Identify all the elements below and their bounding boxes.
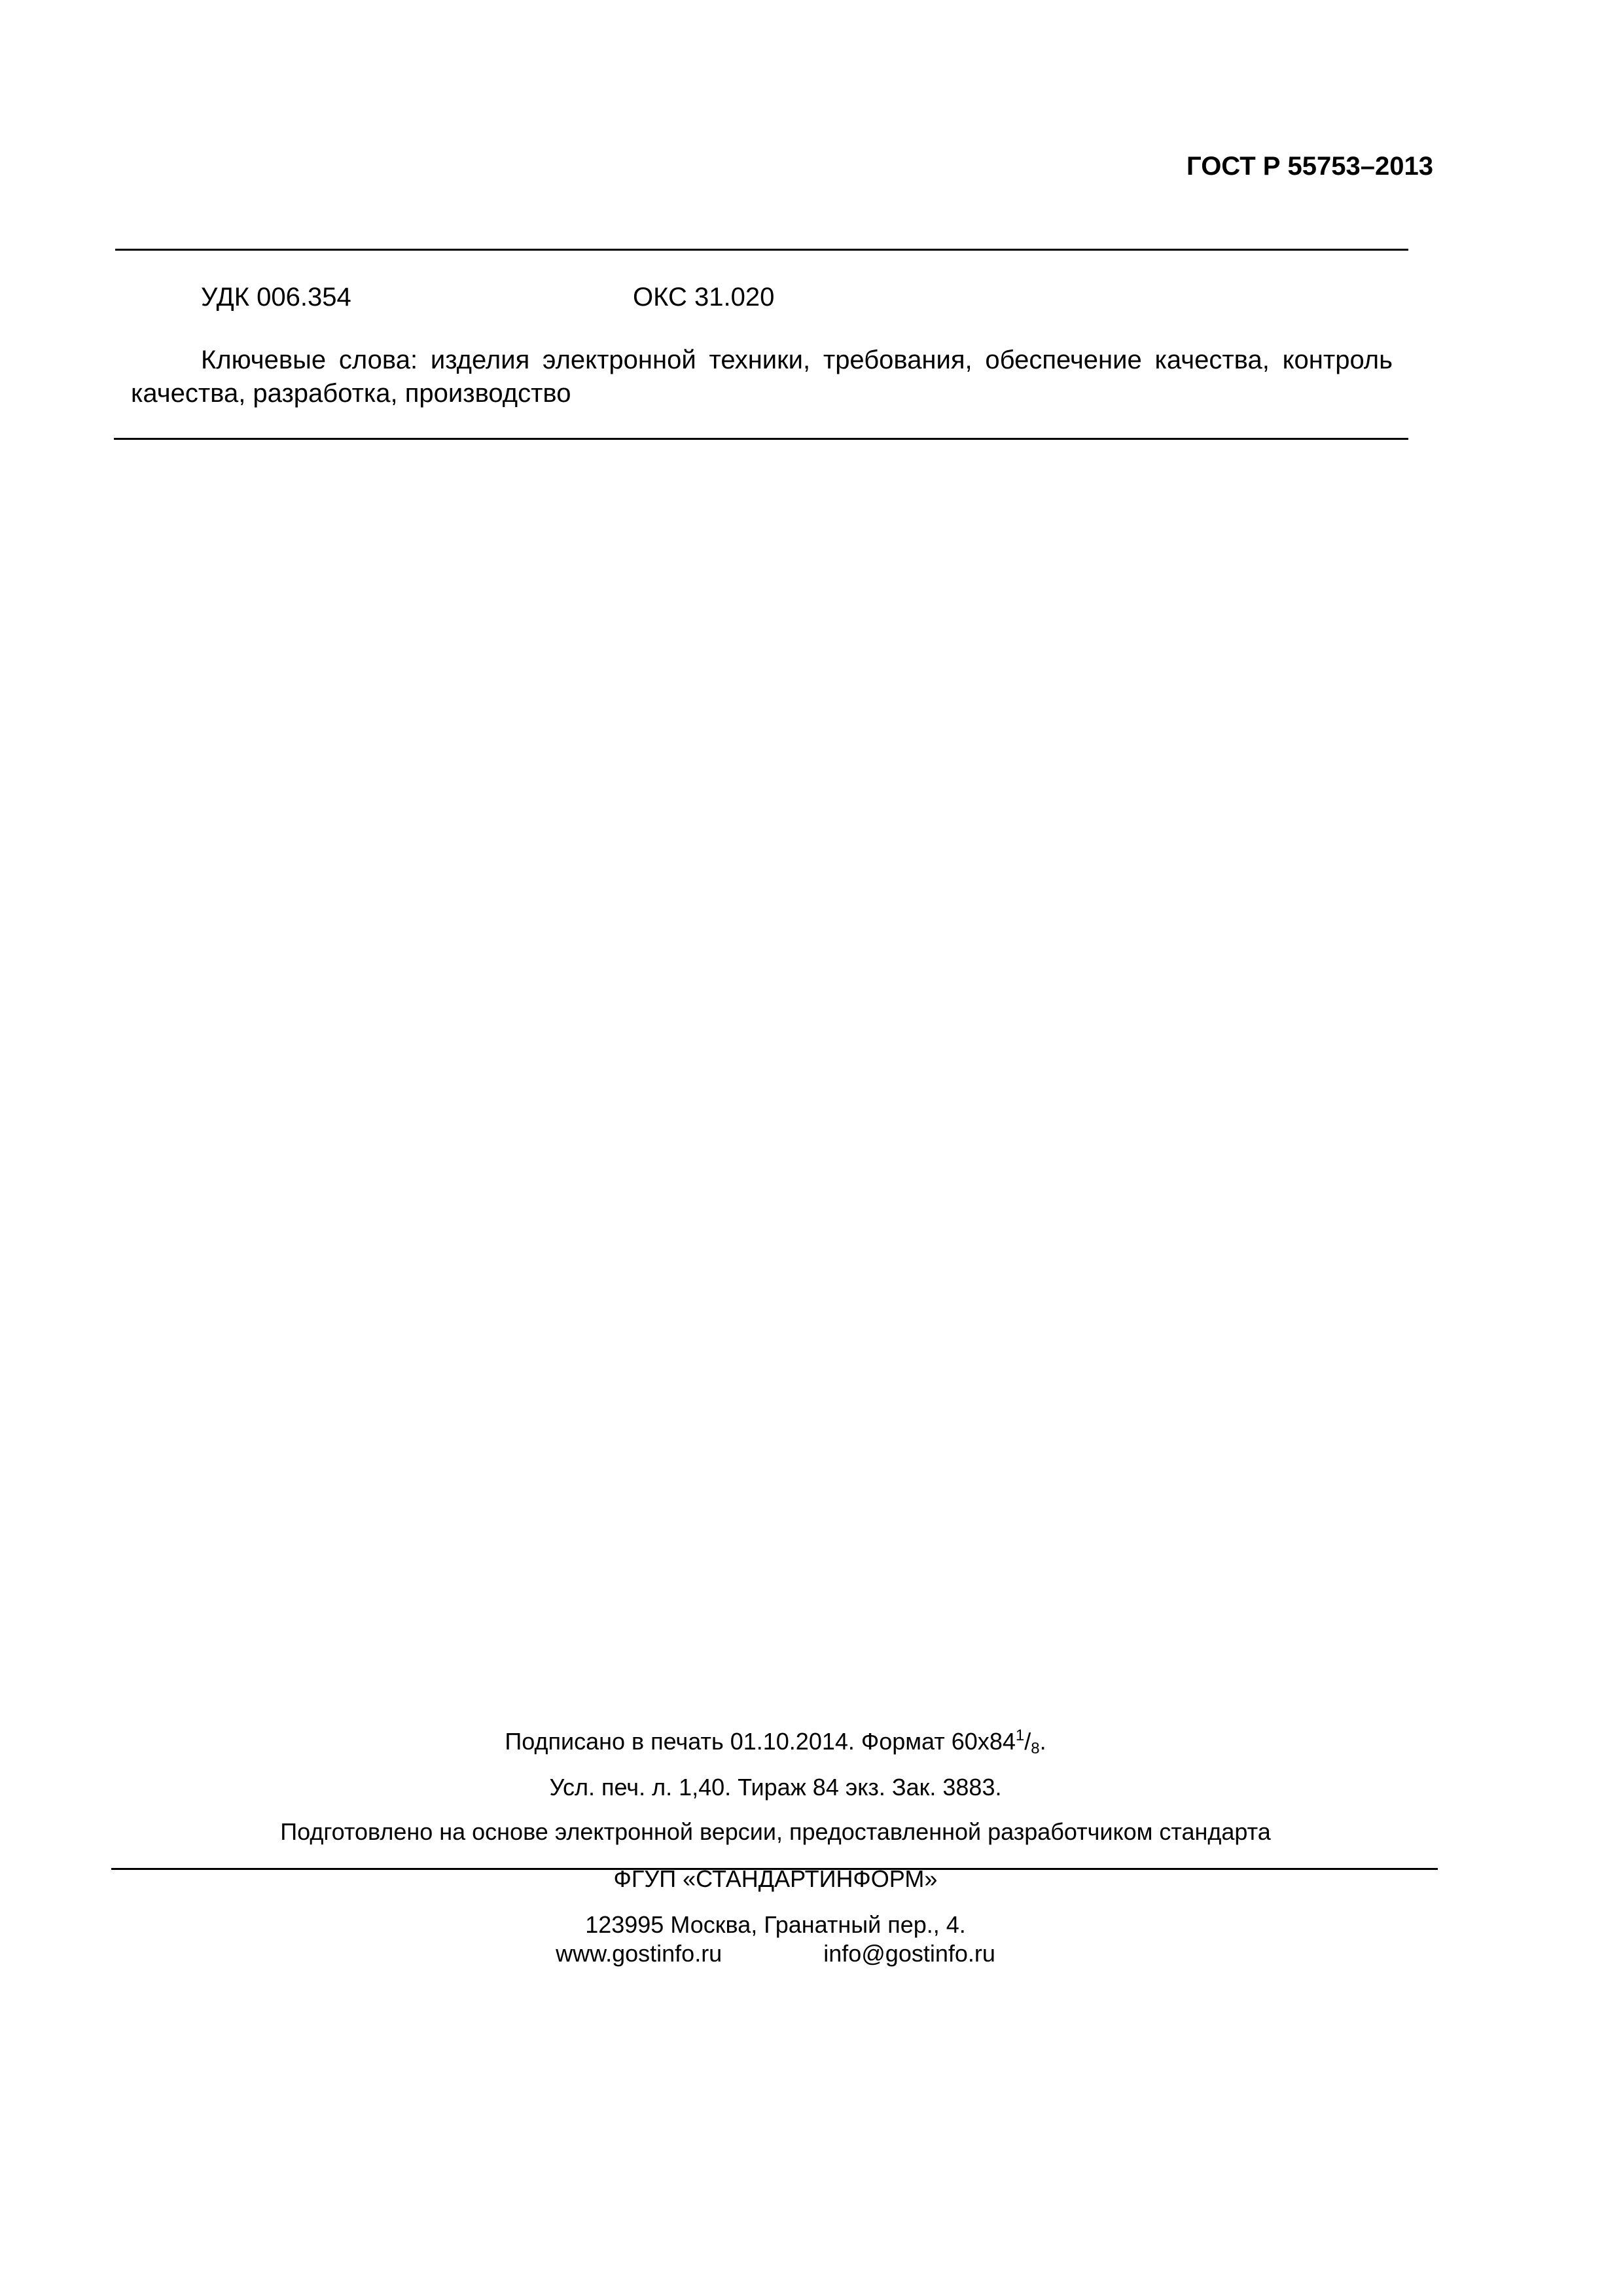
imprint-signed-line xyxy=(0,1727,1551,1758)
format-denominator: 8 xyxy=(1031,1740,1040,1757)
publisher-contacts xyxy=(0,1940,1551,1967)
email-link[interactable]: info@gostinfo.ru xyxy=(823,1940,995,1967)
document-number: ГОСТ Р 55753–2013 xyxy=(1186,152,1433,181)
imprint-prepared-note: Подготовлено на основе электронной версии, предоставленной разработчиком стандарта xyxy=(280,1818,1271,1845)
imprint-print-info: Усл. печ. л. 1,40. Тираж 84 экз. Зак. 3883. xyxy=(549,1774,1002,1801)
signed-text: Подписано в печать 01.10.2014. Формат 60х84 xyxy=(505,1728,1016,1755)
format-slash: / xyxy=(1024,1728,1031,1755)
website-link[interactable]: www.gostinfo.ru xyxy=(556,1940,722,1967)
publisher-address: 123995 Москва, Гранатный пер., 4. xyxy=(585,1911,966,1938)
top-divider xyxy=(115,249,1408,251)
keywords-paragraph: Ключевые слова: изделия электронной техники, требования, обеспечение качества, контроль качества, разработка, производство xyxy=(131,346,1393,408)
oks-code: ОКС 31.020 xyxy=(633,283,775,312)
publisher-name: ФГУП «СТАНДАРТИНФОРМ» xyxy=(613,1865,938,1892)
udk-code: УДК 006.354 xyxy=(201,283,351,312)
keywords-divider xyxy=(114,438,1408,440)
signed-suffix: . xyxy=(1039,1728,1046,1755)
format-numerator: 1 xyxy=(1015,1727,1025,1744)
